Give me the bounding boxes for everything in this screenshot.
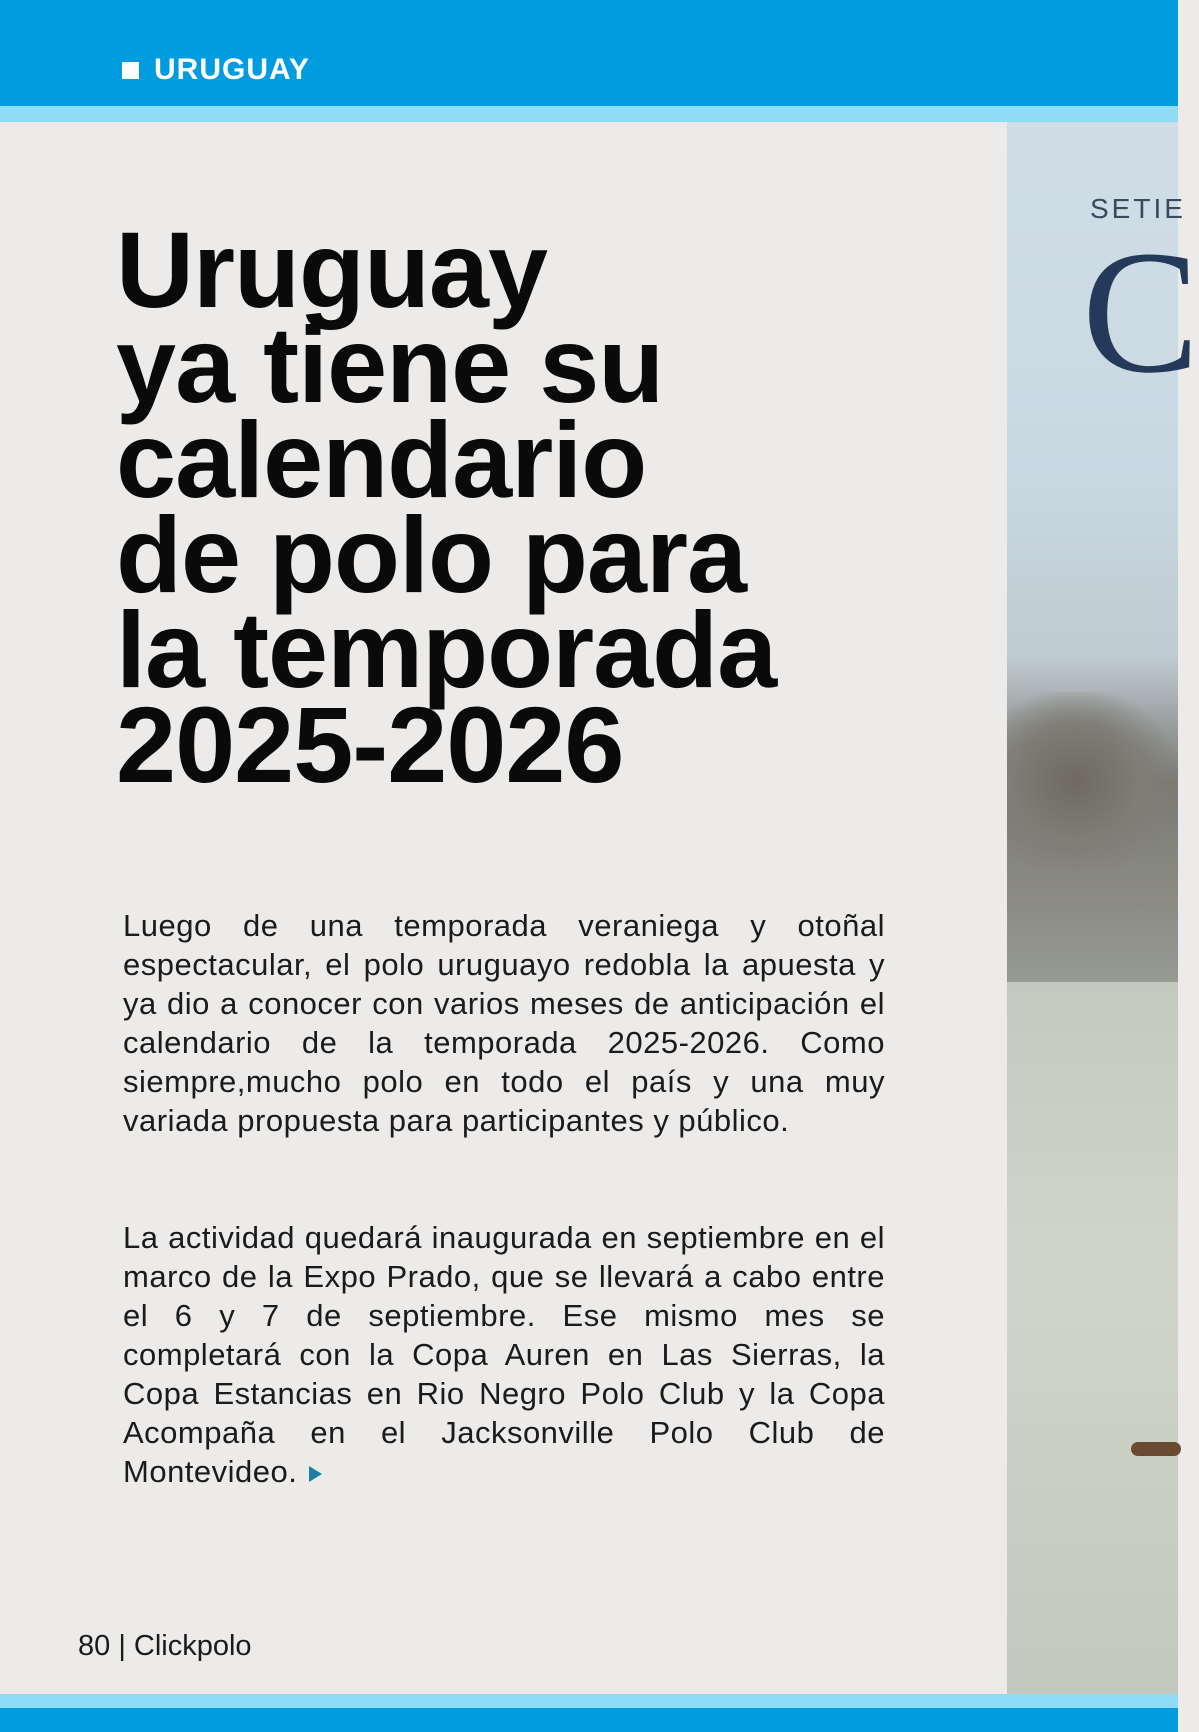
article-paragraph-2 bbox=[123, 1218, 885, 1491]
article-headline bbox=[116, 209, 996, 805]
triangle-right-icon bbox=[309, 1466, 322, 1482]
headline-line: 2025-2026 bbox=[116, 684, 624, 805]
footer-bar bbox=[0, 1708, 1178, 1732]
headline-line: ya tiene su bbox=[116, 304, 664, 425]
cover-month-fragment: SETIE bbox=[1090, 193, 1186, 224]
headline-line: Uruguay bbox=[116, 209, 548, 330]
polo-mallet-fragment bbox=[1131, 1442, 1181, 1456]
headline-line: la temporada bbox=[116, 589, 777, 710]
article-paragraph-1: Luego de una temporada veraniega y otoñal espectacular, el polo uruguayo redobla la apuesta y ya dio a conocer con varios meses de anticipación el calendario de la temporada 2025-2026. Como siempre,mucho polo en todo el país y una muy variada propuesta para participantes y público. bbox=[123, 908, 885, 1138]
header-accent-stripe bbox=[0, 106, 1178, 122]
headline-line: de polo para bbox=[116, 494, 747, 615]
footer-accent-stripe bbox=[0, 1694, 1178, 1708]
cover-title-letter: C bbox=[1082, 215, 1199, 410]
headline-line: calendario bbox=[116, 399, 647, 520]
square-bullet-icon bbox=[122, 62, 139, 79]
paragraph-text: La actividad quedará inaugurada en septiembre en el marco de la Expo Prado, que se llevará a cabo entre el 6 y 7 de septiembre. Ese mismo mes se completará con la Copa Auren en Las Sierras, la Copa Estancias en Rio Negro Polo Club y la Copa Acompaña en el Jacksonville Polo Club de Montevideo. bbox=[123, 1220, 885, 1489]
photo-field bbox=[1007, 982, 1178, 1694]
section-label: URUGUAY bbox=[154, 53, 310, 86]
photo-treeline bbox=[1007, 692, 1178, 872]
page-folio: 80 | Clickpolo bbox=[78, 1630, 252, 1662]
